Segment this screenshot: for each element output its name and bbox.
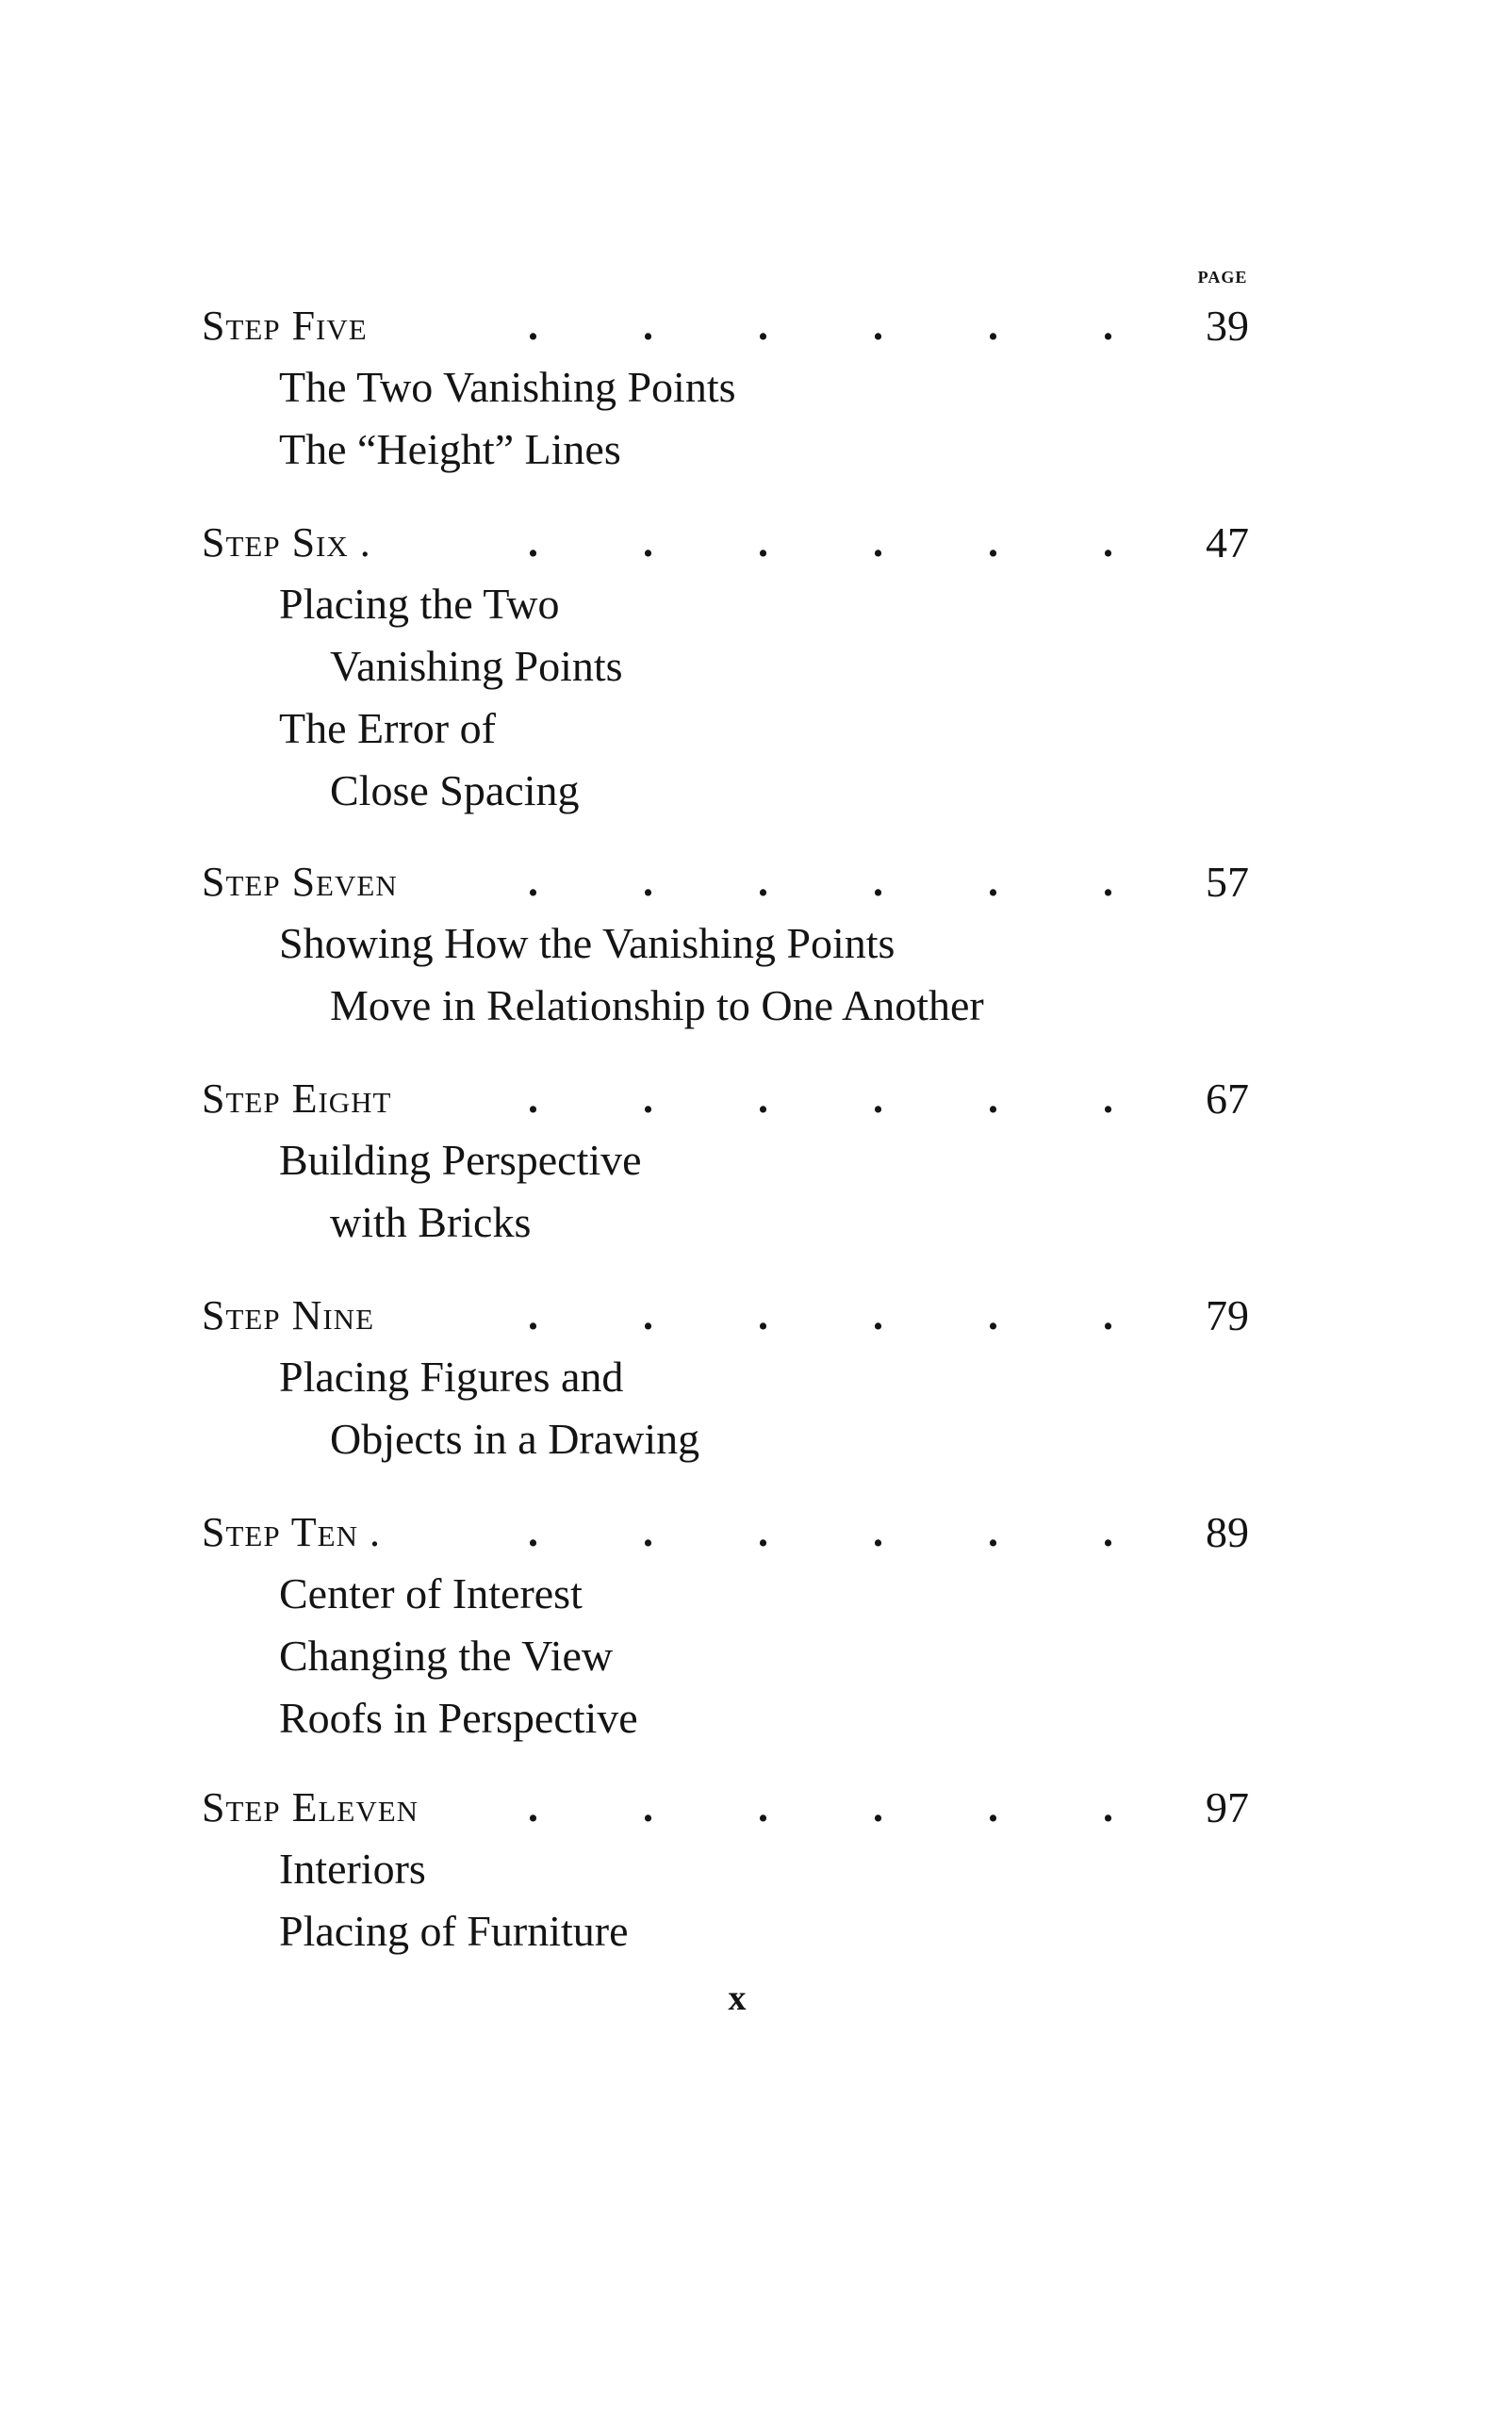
leader-dots: ...... [528,859,1218,905]
toc-entry-step-five [0,296,1512,481]
toc-subentry: Move in Relationship to One Another [330,981,984,1029]
step-title: Step Eight [202,1075,392,1122]
page-number: 47 [1206,518,1249,566]
toc-subentry: with Bricks [330,1198,532,1246]
toc-subentry: Objects in a Drawing [330,1415,700,1463]
leader-dots: ...... [528,1292,1218,1338]
step-title: Step Seven [202,859,398,905]
toc-subentry: Center of Interest [279,1569,583,1617]
page-number: 97 [1206,1783,1249,1831]
toc-subentry: Interiors [279,1845,426,1893]
page-number: 79 [1206,1291,1249,1339]
toc-step-line [0,1286,1512,1346]
toc-entry-step-eight [0,1069,1512,1254]
step-title: Step Six . [202,519,371,566]
toc-subentry: Placing of Furniture [279,1907,629,1955]
toc-step-line [0,296,1512,356]
toc-subentry: Placing the Two [279,580,560,628]
step-title: Step Ten . [202,1509,381,1555]
toc-subentry: Roofs in Perspective [279,1694,638,1742]
leader-dots: ...... [528,1784,1218,1830]
page-number: 39 [1206,302,1249,350]
toc-entry-step-eleven [0,1778,1512,1962]
toc-subentry: Placing Figures and [279,1353,624,1401]
toc-subentry: Vanishing Points [330,642,623,690]
leader-dots: ...... [528,519,1218,566]
step-title: Step Nine [202,1292,375,1338]
toc-subentry: The Two Vanishing Points [279,363,736,411]
toc-step-line [0,513,1512,573]
toc-step-line [0,1069,1512,1129]
page-number: 57 [1206,858,1249,906]
step-title: Step Five [202,303,368,349]
leader-dots: ...... [528,303,1218,349]
toc-step-line [0,852,1512,912]
toc-subentry: Close Spacing [330,766,580,814]
toc-subentry: Changing the View [279,1632,614,1680]
toc-entry-step-six [0,513,1512,822]
toc-subentry: The Error of [279,704,496,752]
toc-subentry: Building Perspective [279,1136,642,1184]
toc-entry-step-seven [0,852,1512,1037]
toc-subentry: Showing How the Vanishing Points [279,919,896,967]
leader-dots: ...... [528,1075,1218,1122]
toc-step-line [0,1778,1512,1838]
page-number: 89 [1206,1508,1249,1556]
toc-subentry: The “Height” Lines [279,425,621,473]
toc-entry-step-nine [0,1286,1512,1470]
page-number-footer: x [728,1978,747,2018]
page-number: 67 [1206,1075,1249,1123]
step-title: Step Eleven [202,1784,419,1830]
toc-step-line [0,1502,1512,1563]
page-column-header: PAGE [1197,268,1248,287]
leader-dots: ...... [528,1509,1218,1555]
toc-entry-step-ten [0,1502,1512,1749]
